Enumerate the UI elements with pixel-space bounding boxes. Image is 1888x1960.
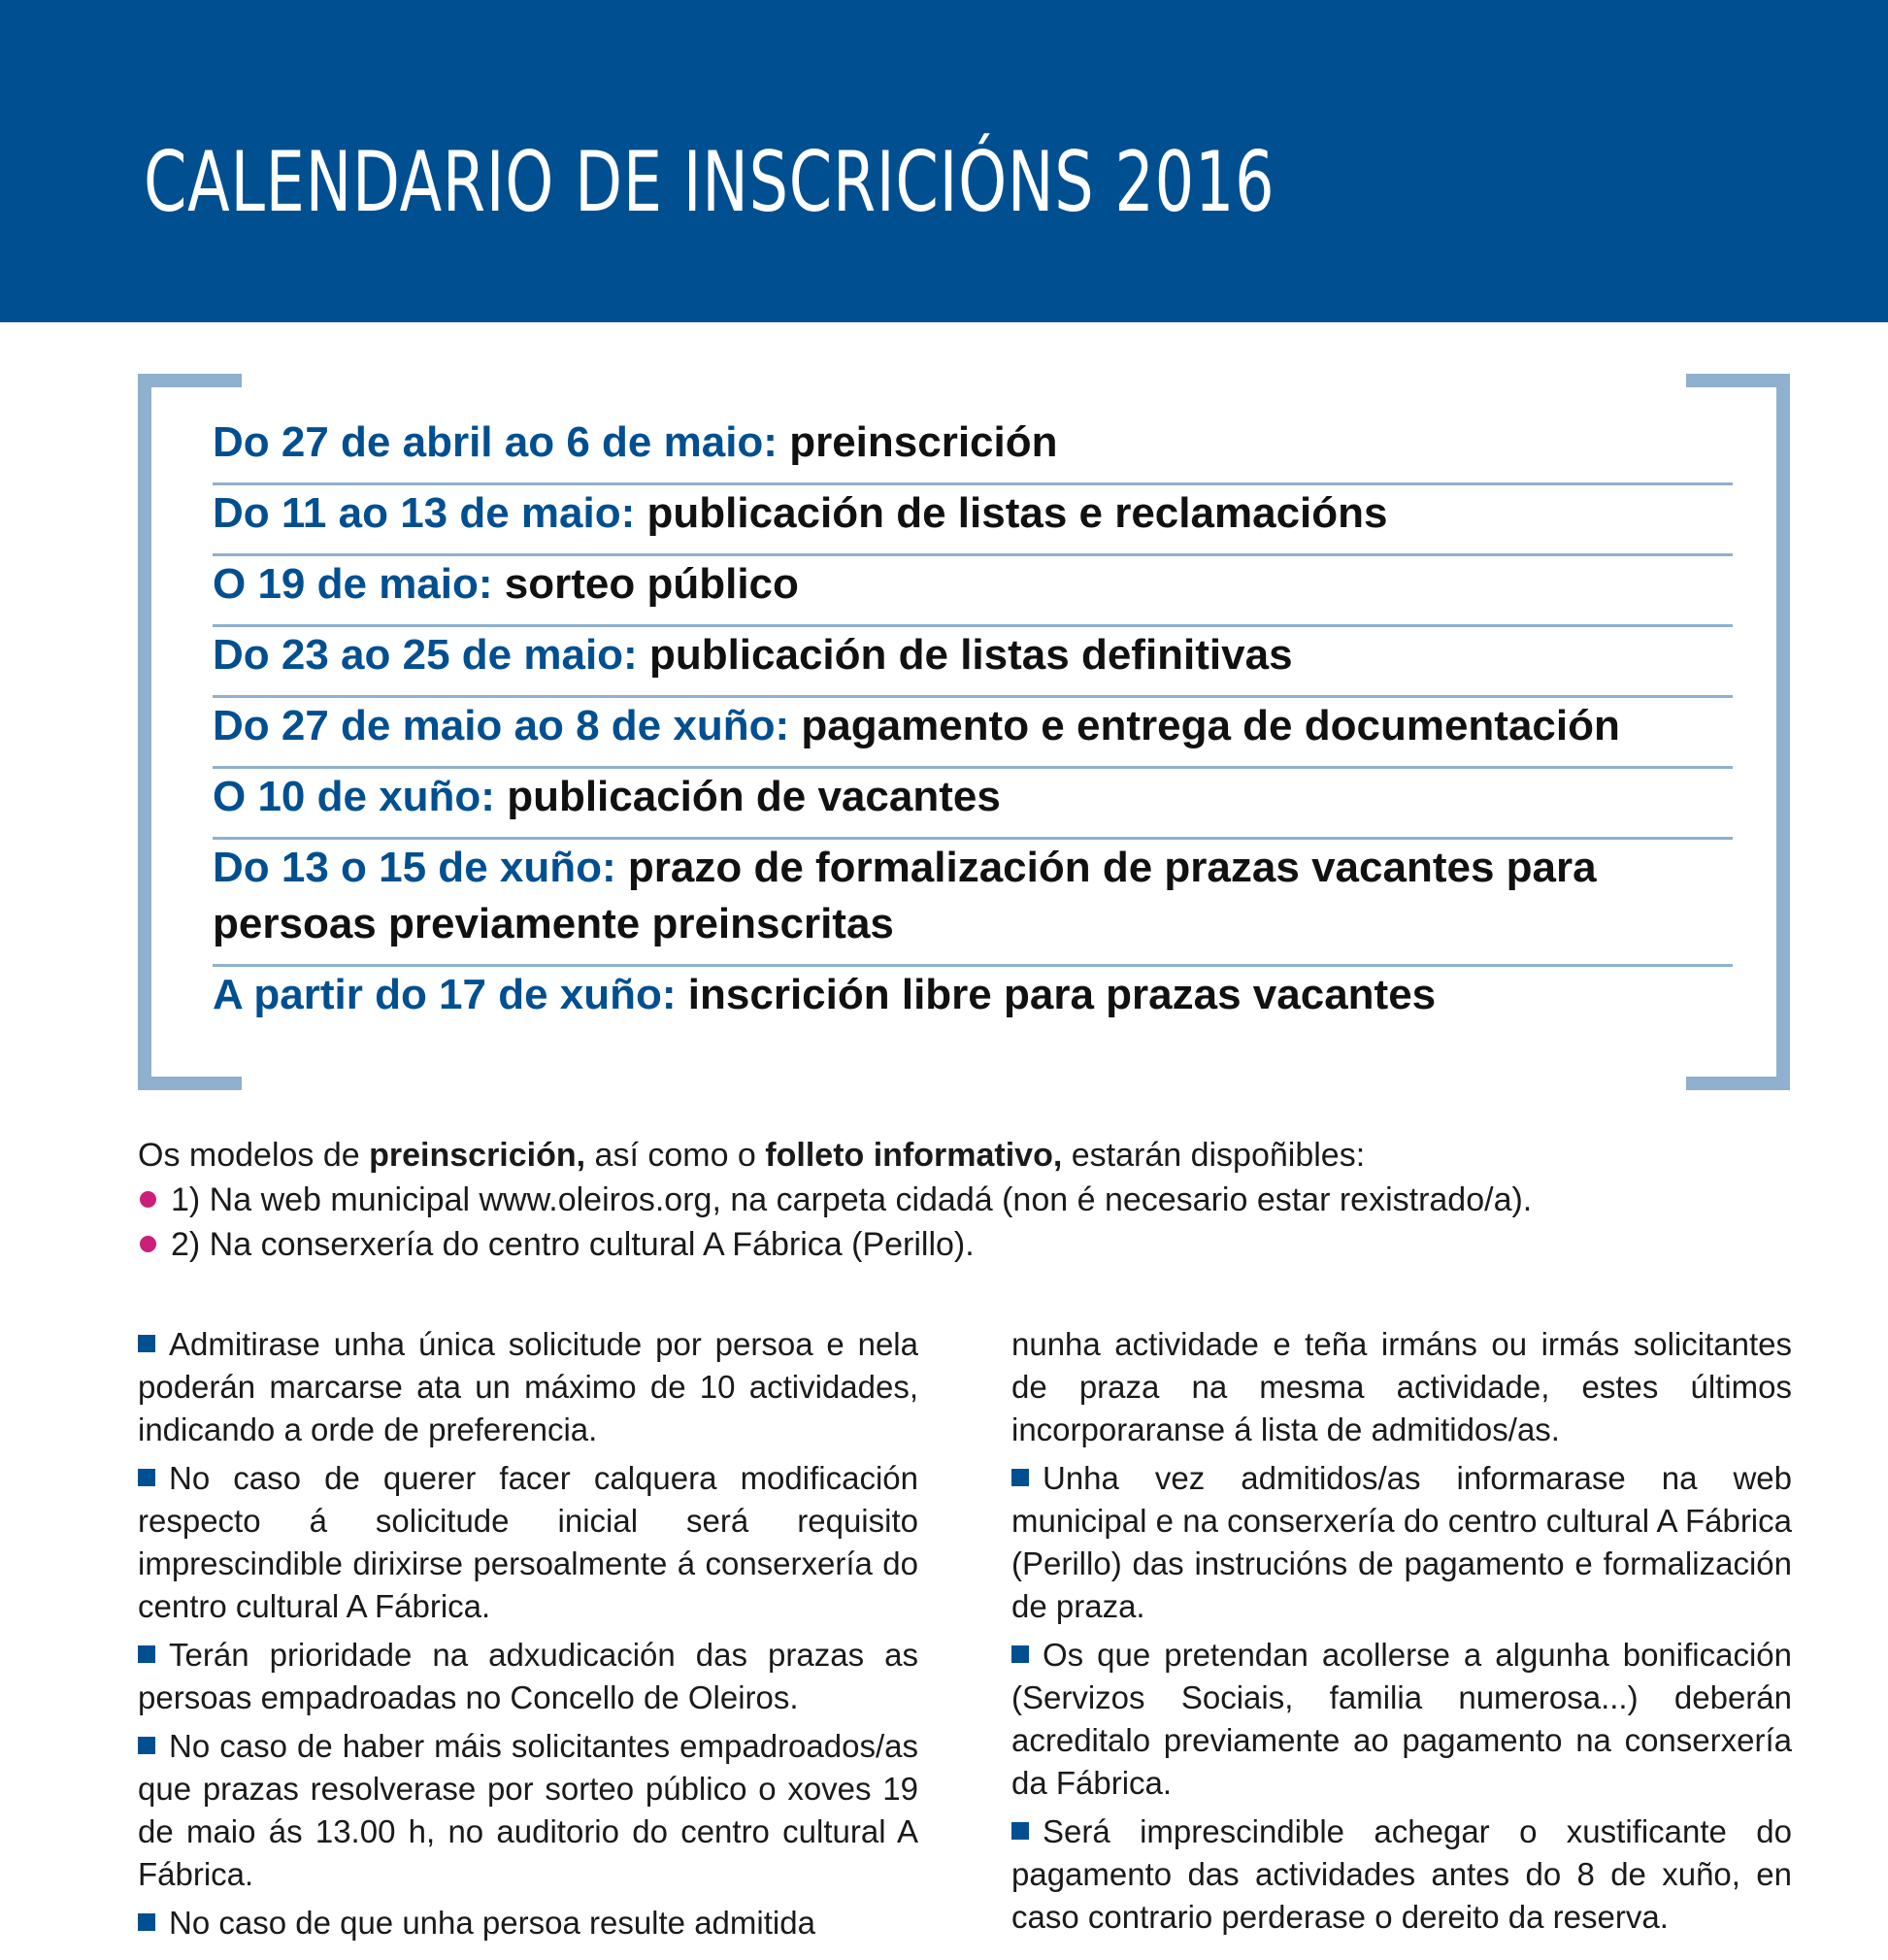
rules-right-column [1011,1323,1792,1944]
schedule-date: A partir do 17 de xuño: [213,971,677,1018]
schedule-row [213,556,1733,627]
schedule-date: Do 23 ao 25 de maio: [213,631,638,679]
bullet-dot-icon [140,1191,156,1208]
schedule-event: prazo de formalización de prazas vacantes para persoas previamente preinscritas [213,844,1597,947]
schedule-row [213,840,1733,967]
availability-item: 2) Na conserxería do centro cultural A Fábrica (Perillo). [138,1222,1788,1267]
rule-paragraph: Os que pretendan acollerse a algunha bonificación (Servizos Sociais, familia numerosa...) deberán acreditalo previamente ao pagamento na conserxería da Fábrica. [1011,1637,1792,1801]
bullet-square-icon [138,1469,155,1486]
schedule-date: O 10 de xuño: [213,773,495,820]
schedule-row [213,627,1733,698]
rule-paragraph: No caso de haber máis solicitantes empadroados/as que prazas resolverase por sorteo público o xoves 19 de maio ás 13.00 h, no auditorio do centro cultural A Fábrica. [138,1728,918,1892]
bullet-square-icon [138,1913,155,1931]
bullet-square-icon [138,1645,155,1663]
rule-paragraph: Terán prioridade na adxudicación das prazas as persoas empadroadas no Concello de Oleiros. [138,1637,918,1715]
schedule-row [213,698,1733,769]
header-banner [0,0,1888,322]
schedule-row [213,415,1733,485]
schedule-date: Do 27 de maio ao 8 de xuño: [213,702,790,749]
rule-paragraph: No caso de que unha persoa resulte admitida [138,1902,918,1944]
bullet-square-icon [1011,1645,1029,1663]
bullet-square-icon [138,1737,155,1754]
schedule-event: publicación de vacantes [507,773,1001,820]
schedule-row [213,485,1733,556]
schedule-event: pagamento e entrega de documentación [801,702,1620,749]
page-title: CALENDARIO DE INSCRICIÓNS 2016 [144,134,1275,231]
rule-paragraph: Será imprescindible achegar o xustificante do pagamento das actividades antes do 8 de xuño, en caso contrario perderase o dereito da reserva. [1011,1813,1792,1935]
availability-intro: Os modelos de preinscrición, así como o folleto informativo, estarán dispoñibles: [138,1137,1366,1174]
rule-paragraph: Admitirase unha única solicitude por persoa e nela poderán marcarse ata un máximo de 10 actividades, indicando a orde de preferencia. [138,1326,918,1447]
rules-left-column [138,1323,918,1950]
rule-paragraph: No caso de querer facer calquera modificación respecto á solicitude inicial será requisito imprescindible dirixirse persoalmente á conserxería do centro cultural A Fábrica. [138,1460,918,1624]
bullet-dot-icon [140,1236,156,1252]
schedule-list [213,415,1733,1035]
schedule-date: Do 13 o 15 de xuño: [213,844,616,891]
schedule-row [213,769,1733,840]
schedule-event: inscrición libre para prazas vacantes [687,971,1437,1018]
availability-item: 1) Na web municipal www.oleiros.org, na carpeta cidadá (non é necesario estar rexistrado/a). [138,1178,1788,1222]
bullet-square-icon [138,1335,155,1352]
rule-paragraph: Unha vez admitidos/as informarase na web municipal e na conserxería do centro cultural A Fábrica (Perillo) das instrucións de pagamento e formalización de praza. [1011,1460,1792,1624]
availability-info [138,1133,1788,1267]
schedule-date: O 19 de maio: [213,560,493,608]
schedule-event: preinscrición [789,418,1058,466]
schedule-event: publicación de listas definitivas [648,631,1293,679]
schedule-event: sorteo público [504,560,799,608]
bullet-square-icon [1011,1822,1029,1840]
schedule-date: Do 27 de abril ao 6 de maio: [213,418,778,466]
schedule-date: Do 11 ao 13 de maio: [213,489,636,537]
schedule-row [213,967,1733,1035]
rule-paragraph-continuation: nunha actividade e teña irmáns ou irmás solicitantes de praza na mesma actividade, estes últimos incorporaranse á lista de admitidos/as. [1011,1326,1792,1447]
schedule-event: publicación de listas e reclamacións [646,489,1388,537]
bullet-square-icon [1011,1469,1029,1486]
